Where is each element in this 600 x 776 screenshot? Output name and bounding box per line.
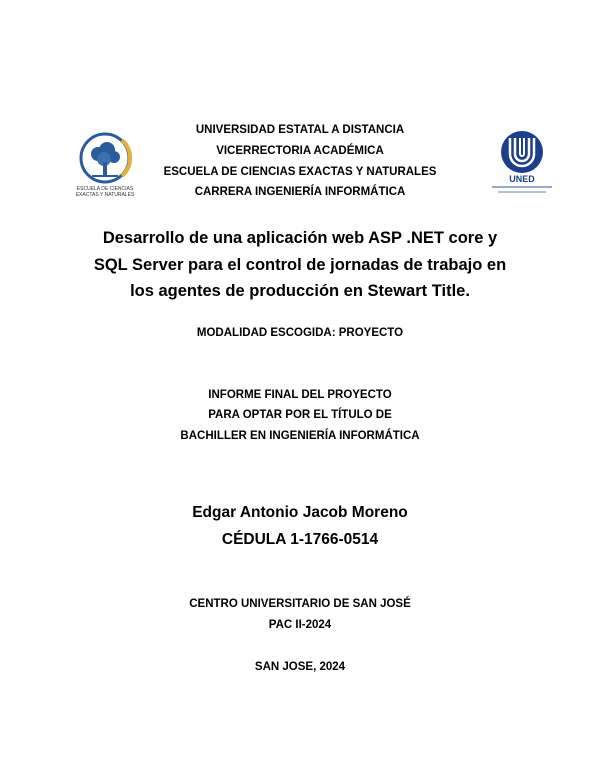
- report-line-3: BACHILLER EN INGENIERÍA INFORMÁTICA: [180, 430, 420, 442]
- uned-caption: UNED: [509, 174, 535, 184]
- title-line-2: SQL Server para el control de jornadas de trabajo en: [93, 256, 507, 274]
- tree-logo-icon: [74, 130, 136, 188]
- header-vicerrectoria: VICERRECTORIA ACADÉMICA: [216, 145, 384, 157]
- header-university: UNIVERSIDAD ESTATAL A DISTANCIA: [195, 124, 405, 136]
- place-date: SAN JOSE, 2024: [254, 661, 346, 673]
- header-carrera: CARRERA INGENIERÍA INFORMÁTICA: [194, 186, 406, 198]
- report-line-1: INFORME FINAL DEL PROYECTO: [208, 389, 392, 401]
- header-escuela: ESCUELA DE CIENCIAS EXACTAS Y NATURALES: [163, 166, 437, 178]
- escuela-caption-1: ESCUELA DE CIENCIAS: [76, 186, 134, 192]
- author-id: CÉDULA 1-1766-0514: [221, 531, 379, 548]
- title-line-1: Desarrollo de una aplicación web ASP .NET core y: [102, 229, 498, 247]
- escuela-caption-2: EXACTAS Y NATURALES: [75, 192, 135, 198]
- modality: MODALIDAD ESCOGIDA: PROYECTO: [196, 327, 404, 339]
- academic-period: PAC II-2024: [268, 619, 332, 631]
- university-center: CENTRO UNIVERSITARIO DE SAN JOSÉ: [189, 598, 411, 610]
- title-line-3: los agentes de producción en Stewart Title.: [130, 282, 470, 300]
- report-line-2: PARA OPTAR POR EL TÍTULO DE: [208, 409, 392, 421]
- author-name: Edgar Antonio Jacob Moreno: [192, 504, 408, 521]
